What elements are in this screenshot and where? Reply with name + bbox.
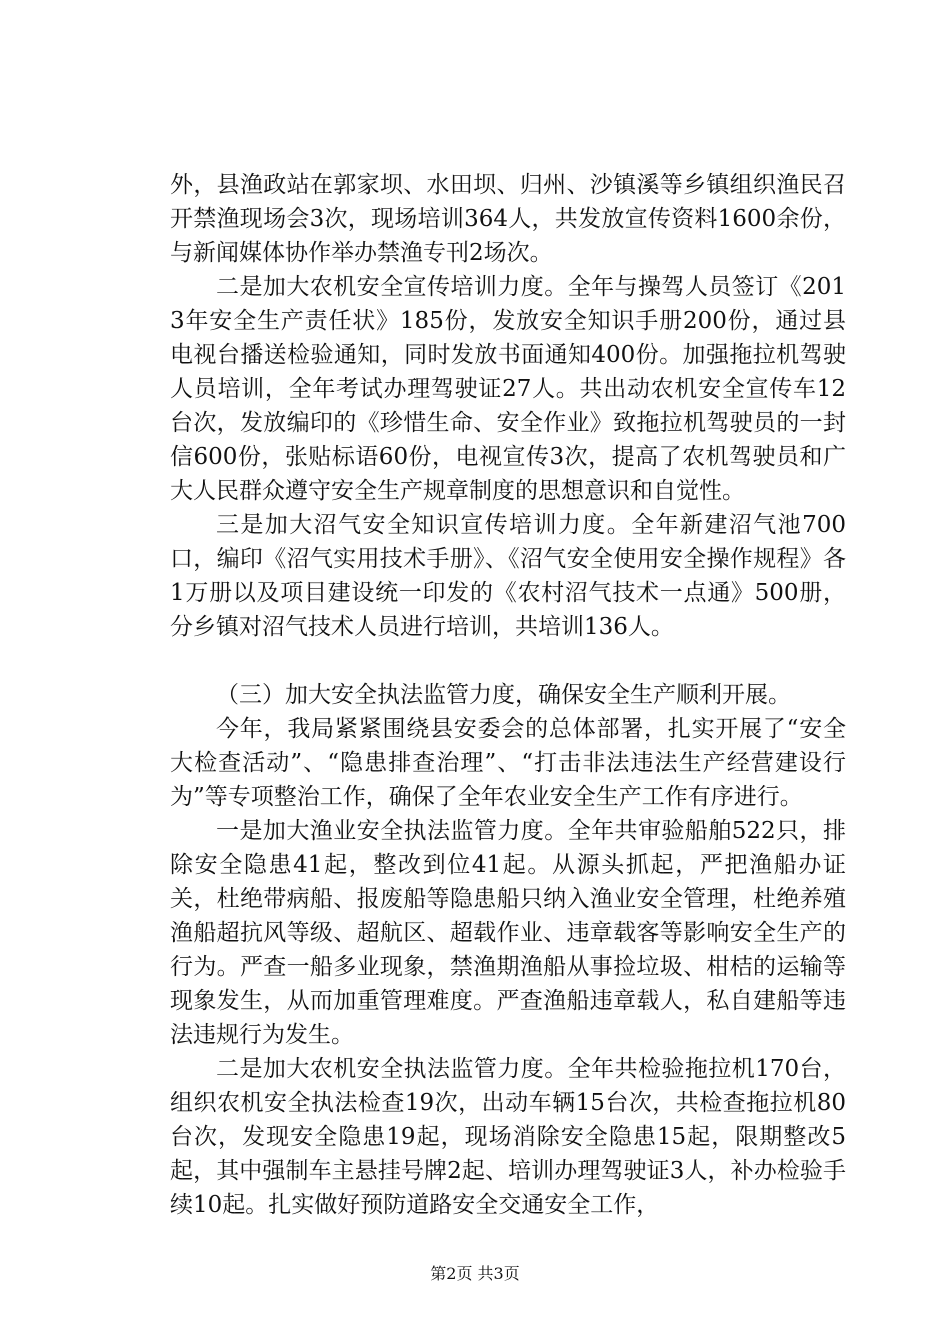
paragraph-biogas-training: 三是加大沼气安全知识宣传培训力度。全年新建沼气池700口，编印《沼气实用技术手册》、《沼气安全使用安全操作规程》各1万册以及项目建设统一印发的《农村沼气技术一点通》500册，分乡镇对沼气技术人员进行培训，共培训136人。: [170, 512, 846, 640]
paragraph-fishery-enforcement: 一是加大渔业安全执法监管力度。全年共审验船舶522只，排除安全隐患41起，整改到位41起。从源头抓起，严把渔船办证关，杜绝带病船、报废船等隐患船只纳入渔业安全管理，杜绝养殖渔船超抗风等级、超航区、超载作业、违章载客等影响安全生产的行为。严查一船多业现象，禁渔期渔船从事捡垃圾、柑桔的运输等现象发生，从而加重管理难度。严查渔船违章载人，私自建船等违法违规行为发生。: [170, 818, 846, 1048]
paragraph-machinery-enforcement: 二是加大农机安全执法监管力度。全年共检验拖拉机170台，组织农机安全执法检查19次，出动车辆15台次，共检查拖拉机80台次，发现安全隐患19起，现场消除安全隐患15起，限期整改5起，其中强制车主悬挂号牌2起、培训办理驾驶证3人，补办检验手续10起。扎实做好预防道路安全交通安全工作，: [170, 1056, 846, 1218]
page-footer: 第2页 共3页: [430, 1264, 520, 1283]
document-body: [170, 168, 846, 1222]
section-heading-enforcement: （三）加大安全执法监管力度，确保安全生产顺利开展。: [216, 682, 791, 708]
paragraph-farm-machinery-training: 二是加大农机安全宣传培训力度。全年与操驾人员签订《2013年安全生产责任状》185份，发放安全知识手册200份，通过县电视台播送检验通知，同时发放书面通知400份。加强拖拉机驾驶人员培训，全年考试办理驾驶证27人。共出动农机安全宣传车12台次，发放编印的《珍惜生命、安全作业》致拖拉机驾驶员的一封信600份，张贴标语60份，电视宣传3次，提高了农机驾驶员和广大人民群众遵守安全生产规章制度的思想意识和自觉性。: [170, 274, 846, 504]
paragraph-continuation: 外，县渔政站在郭家坝、水田坝、归州、沙镇溪等乡镇组织渔民召开禁渔现场会3次，现场培训364人，共发放宣传资料1600余份，与新闻媒体协作举办禁渔专刊2场次。: [170, 172, 846, 266]
paragraph-enforcement-intro: 今年，我局紧紧围绕县安委会的总体部署，扎实开展了“安全大检查活动”、“隐患排查治理”、“打击非法违法生产经营建设行为”等专项整治工作，确保了全年农业安全生产工作有序进行。: [170, 716, 846, 810]
